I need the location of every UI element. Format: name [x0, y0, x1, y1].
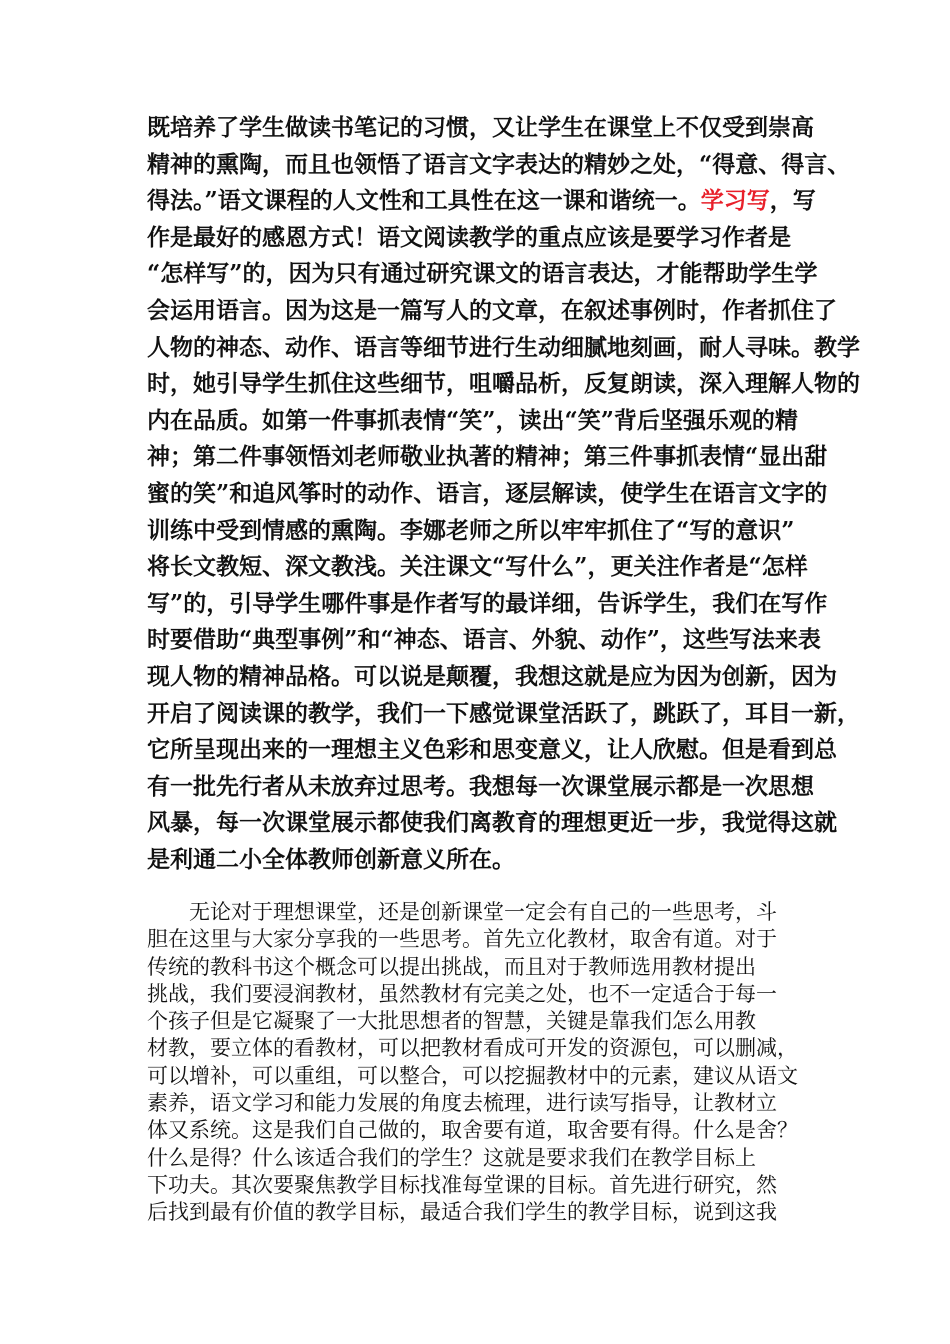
text-line: 什么是得？什么该适合我们的学生？这就是要求我们在教学目标上: [147, 1145, 756, 1170]
text-line: 后找到最有价值的教学目标，最适合我们学生的教学目标，说到这我: [147, 1200, 777, 1225]
text-line: 神；第二件事领悟刘老师敬业执著的精神；第三件事抓表情“显出甜: [147, 443, 828, 471]
text-line: 体又系统。这是我们自己做的，取舍要有道，取舍要有得。什么是舍？: [147, 1118, 798, 1143]
text-line: 将长文教短、深文教浅。关注课文“写什么”，更关注作者是“怎样: [147, 553, 808, 581]
text-line: 现人物的精神品格。可以说是颠覆，我想这就是应为因为创新，因为: [147, 662, 837, 690]
text-line: 作是最好的感恩方式！语文阅读教学的重点应该是要学习作者是: [147, 223, 791, 251]
text-line: 精神的熏陶，而且也领悟了语言文字表达的精妙之处，“得意、得言、: [147, 150, 851, 178]
text-line: 个孩子但是它凝聚了一大批思想者的智慧，关键是靠我们怎么用教: [147, 1009, 756, 1034]
text-line: 素养，语文学习和能力发展的角度去梳理，进行读写指导，让教材立: [147, 1091, 777, 1116]
paragraph-2: [147, 899, 811, 1227]
text-line: 挑战，我们要浸润教材，虽然教材有完美之处，也不一定适合于每一: [147, 981, 777, 1006]
text-line: 写”的，引导学生哪件事是作者写的最详细，告诉学生，我们在写作: [147, 589, 828, 617]
text-line: 内在品质。如第一件事抓表情“笑”，读出“笑”背后坚强乐观的精: [147, 406, 798, 434]
text-line: 训练中受到情感的熏陶。李娜老师之所以牢牢抓住了“写的意识”: [147, 516, 795, 544]
text-line: 下功夫。其次要聚焦教学目标找准每堂课的目标。首先进行研究，然: [147, 1172, 777, 1197]
text-line: “怎样写”的，因为只有通过研究课文的语言表达，才能帮助学生学: [147, 260, 818, 288]
text-segment: ，写: [769, 187, 816, 215]
text-line: 可以增补，可以重组，可以整合，可以挖掘教材中的元素，建议从语文: [147, 1063, 798, 1088]
text-line: 胆在这里与大家分享我的一些思考。首先立化教材，取舍有道。对于: [147, 927, 777, 952]
text-line: 有一批先行者从未放弃过思考。我想每一次课堂展示都是一次思想: [147, 772, 814, 800]
text-line: 时，她引导学生抓住这些细节，咀嚼品析，反复朗读，深入理解人物的: [147, 370, 860, 398]
text-line: 人物的神态、动作、语言等细节进行生动细腻地刻画，耐人寻味。教学: [147, 333, 860, 361]
text-line: 风暴，每一次课堂展示都使我们离教育的理想更近一步，我觉得这就: [147, 809, 837, 837]
text-line: [147, 183, 816, 220]
text-line: 既培养了学生做读书笔记的习惯，又让学生在课堂上不仅受到崇高: [147, 114, 814, 141]
text-line: 它所呈现出来的一理想主义色彩和思变意义，让人欣慰。但是看到总: [147, 736, 837, 764]
text-line: 传统的教科书这个概念可以提出挑战，而且对于教师选用教材提出: [147, 954, 756, 979]
text-line: 蜜的笑”和追风筝时的动作、语言，逐层解读，使学生在语言文字的: [147, 479, 828, 507]
text-segment: 得法。”语文课程的人文性和工具性在这一课和谐统一。: [147, 187, 701, 215]
highlighted-phrase: 学习写: [700, 187, 770, 215]
paragraph-1: [147, 110, 860, 878]
text-line: 时要借助“典型事例”和“神态、语言、外貌、动作”，这些写法来表: [147, 626, 821, 654]
text-line: 材教，要立体的看教材，可以把教材看成可开发的资源包，可以删减，: [147, 1036, 798, 1061]
text-line: 开启了阅读课的教学，我们一下感觉课堂活跃了，跳跃了，耳目一新，: [147, 699, 860, 727]
text-line: 是利通二小全体教师创新意义所在。: [147, 845, 515, 873]
text-line: 无论对于理想课堂，还是创新课堂一定会有自己的一些思考，斗: [147, 900, 777, 924]
text-line: 会运用语言。因为这是一篇写人的文章，在叙述事例时，作者抓住了: [147, 296, 837, 324]
